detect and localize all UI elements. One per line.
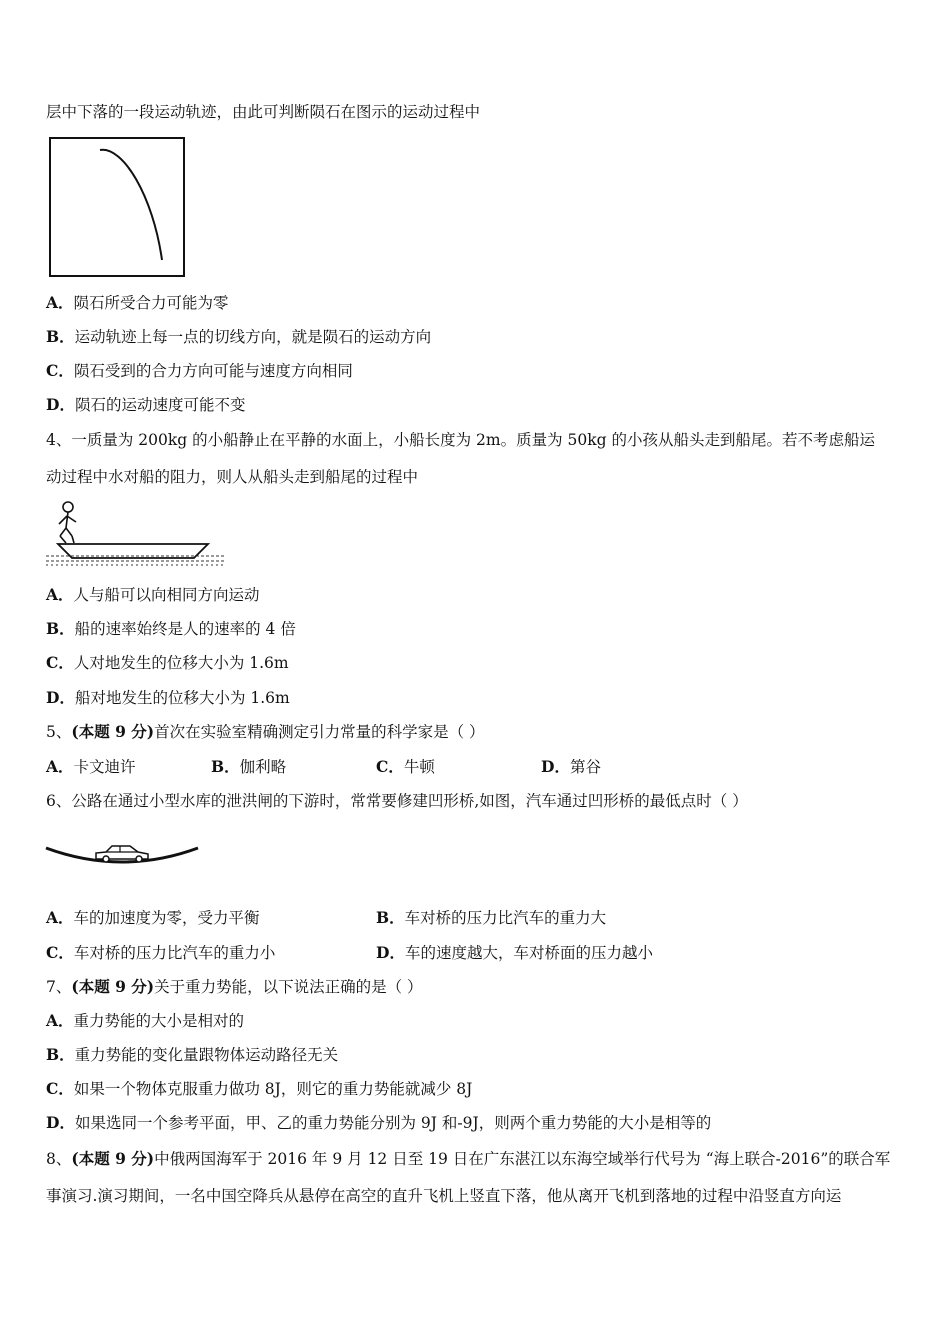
q4-stem-line1: 4、一质量为 200kg 的小船静止在平静的水面上，小船长度为 2m。质量为 50kg 的小孩从船头走到船尾。若不考虑船运 <box>46 431 876 449</box>
q6-option-d: D．车的速度越大，车对桥面的压力越小 <box>376 943 653 962</box>
q5-option-c: C．牛顿 <box>376 757 435 776</box>
q6-option-c: C．车对桥的压力比汽车的重力小 <box>46 943 276 962</box>
q7-stem: 7、(本题 9 分)关于重力势能，以下说法正确的是（ ） <box>46 977 423 996</box>
q3-option-b: B．运动轨迹上每一点的切线方向，就是陨石的运动方向 <box>46 327 432 346</box>
q7-option-d: D．如果选同一个参考平面，甲、乙的重力势能分别为 9J 和-9J，则两个重力势能的大小是相等的 <box>46 1113 712 1132</box>
q8-stem-line2: 事演习.演习期间，一名中国空降兵从悬停在高空的直升飞机上竖直下落，他从离开飞机到落地的过程中沿竖直方向运 <box>46 1187 842 1205</box>
q3-option-a: A．陨石所受合力可能为零 <box>46 293 229 312</box>
q7-option-b: B．重力势能的变化量跟物体运动路径无关 <box>46 1045 339 1064</box>
q4-option-d: D．船对地发生的位移大小为 1.6m <box>46 688 290 707</box>
q4-option-b: B．船的速率始终是人的速率的 4 倍 <box>46 619 296 638</box>
q8-stem-line1: 8、(本题 9 分)中俄两国海军于 2016 年 9 月 12 日至 19 日在广东湛江以东海空域举行代号为 “海上联合-2016”的联合军 <box>46 1149 891 1168</box>
q3-stem-tail: 层中下落的一段运动轨迹，由此可判断陨石在图示的运动过程中 <box>46 103 481 121</box>
q6-stem: 6、公路在通过小型水库的泄洪闸的下游时，常常要修建凹形桥,如图，汽车通过凹形桥的最低点时（ ） <box>46 792 748 810</box>
boat-child-figure <box>44 498 230 570</box>
q4-option-c: C．人对地发生的位移大小为 1.6m <box>46 653 289 672</box>
meteor-trajectory-figure <box>48 136 188 280</box>
q6-option-b: B．车对桥的压力比汽车的重力大 <box>376 908 607 927</box>
q7-option-a: A．重力势能的大小是相对的 <box>46 1011 245 1030</box>
q5-stem: 5、(本题 9 分)首次在实验室精确测定引力常量的科学家是（ ） <box>46 722 485 741</box>
q5-option-a: A．卡文迪许 <box>46 757 136 776</box>
q6-option-a: A．车的加速度为零，受力平衡 <box>46 908 260 927</box>
concave-bridge-figure <box>44 836 200 874</box>
q3-option-c: C．陨石受到的合力方向可能与速度方向相同 <box>46 361 353 380</box>
q4-stem-line2: 动过程中水对船的阻力，则人从船头走到船尾的过程中 <box>46 468 419 486</box>
q7-option-c: C．如果一个物体克服重力做功 8J，则它的重力势能就减少 8J <box>46 1079 473 1098</box>
q4-option-a: A．人与船可以向相同方向运动 <box>46 585 260 604</box>
q3-option-d: D．陨石的运动速度可能不变 <box>46 395 246 414</box>
q5-option-b: B．伽利略 <box>211 757 287 776</box>
q5-option-d: D．第谷 <box>541 757 601 776</box>
